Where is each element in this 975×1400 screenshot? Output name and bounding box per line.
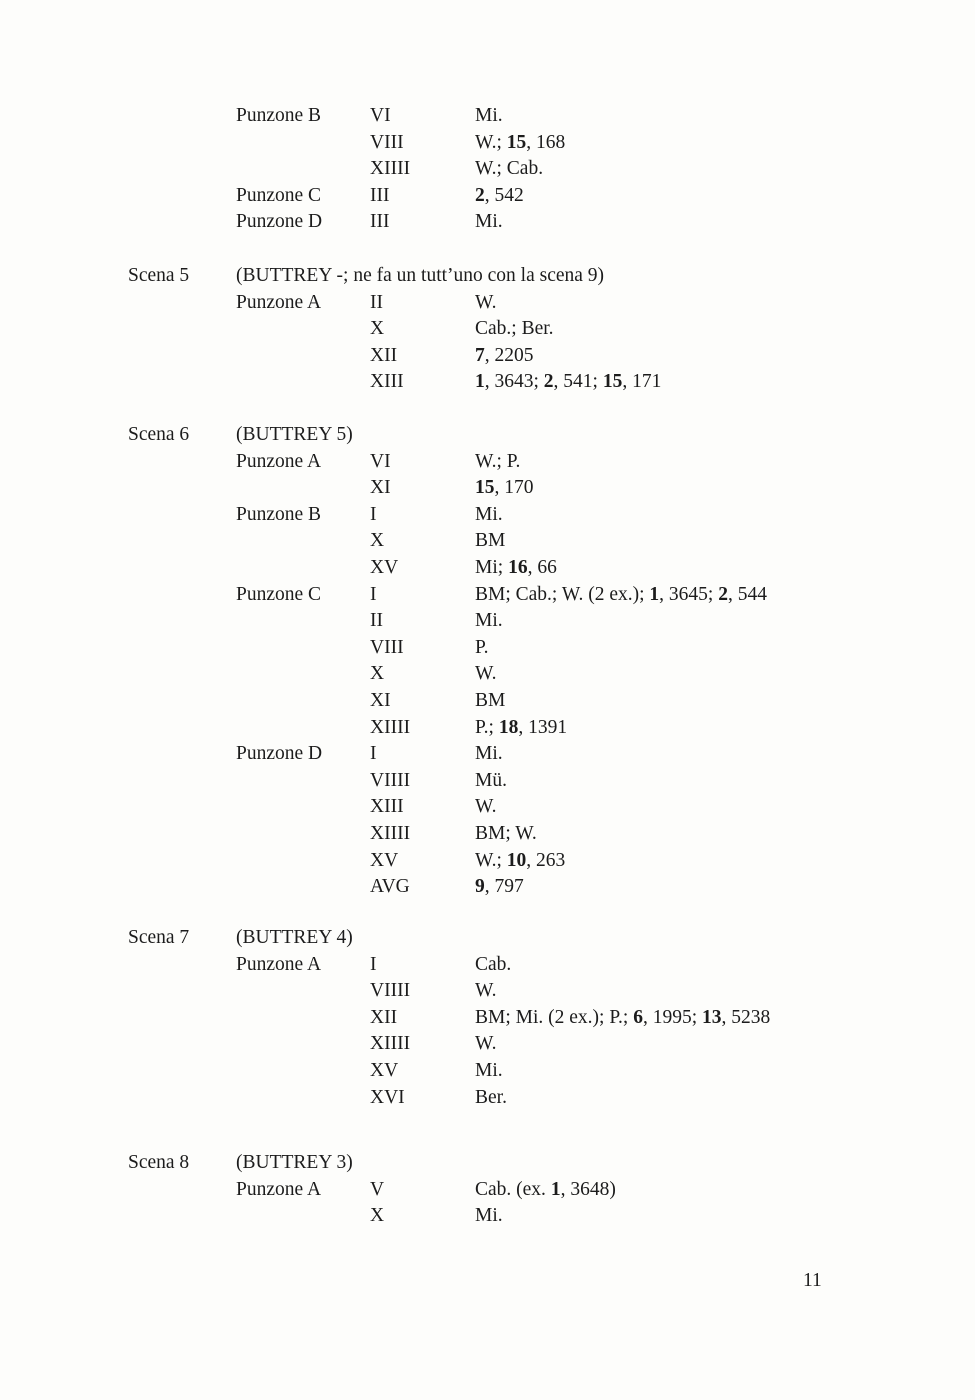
catalog-row — [0, 449, 975, 475]
catalog-row — [0, 1203, 975, 1229]
collection-references — [475, 848, 565, 874]
collection-references — [475, 821, 537, 847]
roman-numeral: XIII — [370, 796, 404, 818]
reference-volume-number: 15 — [602, 371, 623, 393]
reference-volume-number: 2 — [718, 583, 728, 605]
reference-volume-number: 7 — [475, 344, 485, 366]
catalog-row — [0, 1031, 975, 1057]
catalog-row — [0, 848, 975, 874]
catalog-row — [0, 978, 975, 1004]
reference-text: , 797 — [484, 876, 524, 898]
reference-text: Cab.; Ber. — [475, 318, 554, 340]
collection-references — [475, 582, 767, 608]
roman-numeral: VI — [370, 105, 391, 126]
catalog-row — [0, 582, 975, 608]
roman-numeral: II — [370, 291, 383, 313]
catalog-row — [0, 209, 975, 235]
catalog-row — [0, 1058, 975, 1084]
catalog-row — [0, 661, 975, 687]
reference-volume-number: 15 — [475, 477, 495, 499]
collection-references — [475, 475, 534, 501]
collection-references — [475, 316, 554, 342]
collection-references — [475, 1203, 503, 1229]
reference-text: W.; Cab. — [475, 158, 544, 180]
reference-volume-number: 6 — [633, 1006, 643, 1028]
reference-text: Ber. — [475, 1086, 507, 1108]
roman-numeral: V — [370, 1178, 385, 1200]
roman-numeral: VIII — [370, 131, 404, 153]
reference-text: Mi. — [475, 503, 503, 525]
roman-numeral: X — [370, 1205, 385, 1227]
catalog-row — [0, 635, 975, 661]
reference-text: Mi. — [475, 610, 503, 632]
collection-references — [475, 209, 503, 235]
punzone-label: Punzone D — [236, 211, 323, 233]
punzone-label: Punzone A — [236, 450, 322, 472]
roman-numeral: VIII — [370, 636, 404, 658]
collection-references — [475, 502, 503, 528]
reference-text: BM — [475, 690, 506, 711]
scena-label: Scena 8 — [128, 1152, 190, 1173]
collection-references — [475, 952, 511, 978]
collection-references — [475, 874, 524, 900]
collection-references — [475, 103, 503, 129]
collection-references — [475, 1085, 507, 1111]
reference-volume-number: 15 — [506, 131, 527, 153]
catalog-row — [0, 369, 975, 395]
reference-text: W.; — [475, 849, 507, 871]
catalog-row — [0, 475, 975, 501]
reference-text: , 2205 — [484, 344, 534, 366]
catalog-row — [0, 741, 975, 767]
collection-references — [475, 555, 557, 581]
reference-text: W. — [475, 663, 497, 685]
reference-volume-number: 13 — [701, 1006, 722, 1028]
punzone-label: Punzone A — [236, 953, 322, 975]
catalog-row — [0, 103, 975, 129]
reference-text: BM; Mi. (2 ex.); P.; — [475, 1006, 634, 1028]
collection-references — [475, 741, 503, 767]
reference-text: , 542 — [484, 184, 524, 206]
reference-text: , 544 — [727, 583, 767, 605]
roman-numeral: I — [370, 953, 377, 975]
punzone-label: Punzone B — [236, 105, 322, 126]
roman-numeral: I — [370, 583, 377, 605]
reference-volume-number: 1 — [475, 371, 485, 393]
collection-references — [475, 528, 505, 554]
catalog-row — [0, 156, 975, 182]
reference-text: Cab. — [475, 953, 512, 975]
roman-numeral: III — [370, 184, 390, 206]
roman-numeral: III — [370, 211, 390, 233]
catalog-row — [0, 130, 975, 156]
reference-text: , 3643; — [484, 371, 544, 393]
reference-text: Cab. (ex. — [475, 1178, 551, 1200]
reference-text: W. — [475, 796, 497, 818]
roman-numeral: XIII — [370, 371, 404, 393]
collection-references — [475, 449, 520, 475]
collection-references — [475, 1031, 497, 1057]
roman-numeral: X — [370, 318, 385, 340]
roman-numeral: XIIII — [370, 716, 411, 738]
catalog-row — [0, 528, 975, 554]
reference-text: , 1391 — [518, 716, 568, 738]
scena-label: Scena 7 — [128, 927, 190, 948]
roman-numeral: X — [370, 663, 385, 685]
catalog-row — [0, 952, 975, 978]
catalog-row — [0, 768, 975, 794]
roman-numeral: VIIII — [370, 769, 411, 791]
reference-volume-number: 10 — [506, 849, 527, 871]
reference-text: , 66 — [527, 557, 557, 578]
collection-references — [475, 635, 489, 661]
collection-references — [475, 608, 503, 634]
collection-references — [475, 978, 497, 1004]
reference-text: , 1995; — [642, 1006, 702, 1028]
collection-references — [475, 794, 497, 820]
roman-numeral: VIIII — [370, 980, 411, 1002]
roman-numeral: XIIII — [370, 158, 411, 180]
collection-references — [475, 715, 567, 741]
collection-references — [475, 343, 534, 369]
reference-volume-number: 9 — [475, 876, 485, 898]
reference-volume-number: 18 — [498, 716, 519, 738]
roman-numeral: XII — [370, 344, 398, 366]
reference-text: P. — [475, 636, 489, 658]
punzone-label: Punzone A — [236, 291, 322, 313]
roman-numeral: XVI — [370, 1086, 405, 1108]
roman-numeral: AVG — [370, 876, 410, 898]
reference-volume-number: 1 — [550, 1178, 561, 1200]
collection-references — [475, 1005, 770, 1031]
reference-text: BM — [475, 530, 506, 552]
catalog-row — [0, 874, 975, 900]
buttrey-note: (BUTTREY 4) — [236, 927, 353, 948]
reference-text: Mi. — [475, 211, 503, 233]
page-number: 11 — [803, 1270, 822, 1291]
collection-references — [475, 1058, 503, 1084]
reference-volume-number: 2 — [543, 371, 554, 393]
catalog-row — [0, 1085, 975, 1111]
catalog-row — [0, 688, 975, 714]
reference-text: W. — [475, 291, 497, 313]
collection-references — [475, 290, 497, 316]
catalog-row — [0, 183, 975, 209]
reference-text: Mi. — [475, 1205, 503, 1227]
catalog-row — [0, 555, 975, 581]
scena-header-line — [0, 925, 975, 951]
buttrey-note: (BUTTREY -; ne fa un tutt’uno con la scena 9) — [236, 265, 605, 286]
roman-numeral: XIIII — [370, 823, 411, 844]
reference-text: , 5238 — [721, 1006, 771, 1028]
collection-references — [475, 768, 507, 794]
roman-numeral: XI — [370, 477, 391, 499]
reference-text: Mi. — [475, 105, 503, 126]
catalog-row — [0, 1005, 975, 1031]
reference-text: P.; — [475, 716, 499, 738]
reference-text: , 168 — [526, 131, 566, 153]
punzone-label: Punzone C — [236, 184, 322, 206]
reference-volume-number: 2 — [475, 184, 485, 206]
collection-references — [475, 688, 505, 714]
reference-text: Mü. — [475, 769, 507, 791]
scena-label: Scena 5 — [128, 265, 190, 286]
roman-numeral: XIIII — [370, 1033, 411, 1055]
scena-label: Scena 6 — [128, 424, 190, 445]
reference-text: , 170 — [494, 477, 534, 499]
catalog-row — [0, 316, 975, 342]
catalog-row — [0, 290, 975, 316]
reference-text: W. — [475, 1033, 497, 1055]
roman-numeral: XV — [370, 849, 399, 871]
collection-references — [475, 130, 565, 156]
collection-references — [475, 183, 524, 209]
catalog-row — [0, 1177, 975, 1203]
roman-numeral: VI — [370, 450, 391, 472]
reference-text: Mi; — [475, 557, 509, 578]
roman-numeral: X — [370, 530, 385, 552]
reference-text: , 171 — [622, 371, 662, 393]
catalog-row — [0, 715, 975, 741]
catalog-row — [0, 502, 975, 528]
catalog-row — [0, 794, 975, 820]
buttrey-note: (BUTTREY 3) — [236, 1152, 353, 1173]
catalog-row — [0, 343, 975, 369]
punzone-label: Punzone C — [236, 583, 322, 605]
reference-text: BM; W. — [475, 823, 537, 844]
collection-references — [475, 1177, 616, 1203]
catalog-row — [0, 821, 975, 847]
reference-text: Mi. — [475, 1060, 503, 1081]
reference-text: W.; P. — [475, 450, 521, 472]
punzone-label: Punzone A — [236, 1178, 322, 1200]
punzone-label: Punzone D — [236, 743, 323, 765]
scena-header-line — [0, 263, 975, 289]
catalog-row — [0, 608, 975, 634]
reference-volume-number: 16 — [508, 557, 528, 578]
reference-text: W. — [475, 980, 497, 1002]
scena-header-line — [0, 1150, 975, 1176]
reference-text: , 263 — [526, 849, 566, 871]
reference-text: , 3648) — [560, 1178, 616, 1200]
roman-numeral: I — [370, 743, 377, 765]
reference-text: , 541; — [553, 371, 603, 393]
reference-text: , 3645; — [659, 583, 719, 605]
roman-numeral: XII — [370, 1006, 398, 1028]
roman-numeral: I — [370, 503, 377, 525]
collection-references — [475, 156, 543, 182]
reference-text: Mi. — [475, 743, 503, 765]
reference-text: W.; — [475, 131, 507, 153]
reference-volume-number: 1 — [649, 583, 660, 605]
reference-text: BM; Cab.; W. (2 ex.); — [475, 583, 650, 605]
roman-numeral: II — [370, 610, 383, 632]
collection-references — [475, 369, 661, 395]
roman-numeral: XV — [370, 1060, 399, 1081]
collection-references — [475, 661, 497, 687]
roman-numeral: XI — [370, 690, 391, 711]
punzone-label: Punzone B — [236, 503, 322, 525]
roman-numeral: XV — [370, 557, 399, 578]
scena-header-line — [0, 422, 975, 448]
buttrey-note: (BUTTREY 5) — [236, 424, 353, 445]
